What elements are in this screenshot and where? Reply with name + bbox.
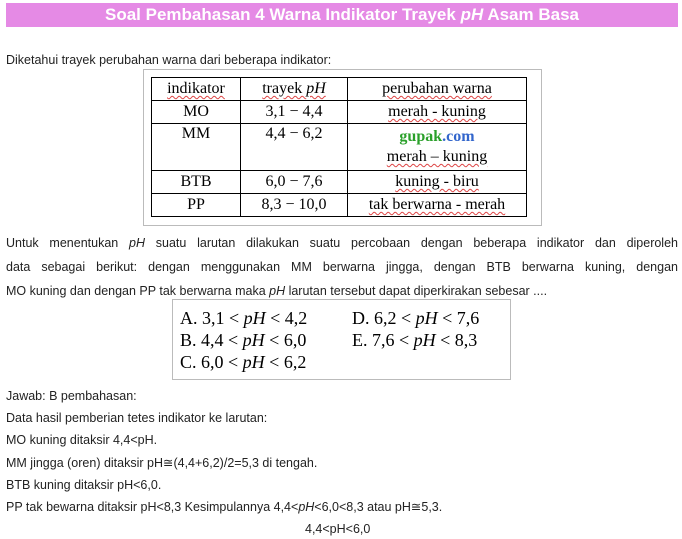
- cell-warna: kuning - biru: [348, 171, 527, 194]
- option-b: B. 4,4 < pH < 6,0: [180, 330, 307, 350]
- options-box: [172, 299, 511, 380]
- page-title: Soal Pembahasan 4 Warna Indikator Trayek pH Asam Basa: [6, 3, 678, 27]
- answer-line-1: Data hasil pemberian tetes indikator ke larutan:: [6, 411, 268, 425]
- header-trayek: trayek pH: [241, 78, 348, 101]
- table-row: [152, 171, 527, 194]
- cell-indikator: MM: [152, 124, 241, 171]
- watermark-logo: gupak.com: [399, 128, 475, 145]
- option-a: A. 3,1 < pH < 4,2: [180, 308, 308, 328]
- option-d: D. 6,2 < pH < 7,6: [352, 308, 480, 328]
- header-indikator: indikator: [152, 78, 241, 101]
- cell-trayek: 8,3 − 10,0: [241, 194, 348, 217]
- cell-trayek: 4,4 − 6,2: [241, 124, 348, 171]
- cell-warna: tak berwarna - merah: [348, 194, 527, 217]
- answer-line-2: MO kuning ditaksir 4,4<pH.: [6, 433, 158, 447]
- answer-heading: Jawab: B pembahasan:: [6, 389, 137, 403]
- cell-trayek: 3,1 − 4,4: [241, 101, 348, 124]
- indicator-table: [151, 77, 527, 217]
- cell-indikator: PP: [152, 194, 241, 217]
- cell-trayek: 6,0 − 7,6: [241, 171, 348, 194]
- question-line-2: data sebagai berikut: dengan menggunakan MM berwarna jingga, dengan BTB berwarna kuning, dengan: [6, 260, 678, 274]
- question-line-1: Untuk menentukan pH suatu larutan dilakukan suatu percobaan dengan beberapa indikator dan diperoleh: [6, 236, 678, 250]
- answer-line-6: 4,4<pH<6,0: [305, 522, 371, 536]
- table-header-row: [152, 78, 527, 101]
- answer-line-5: PP tak bewarna ditaksir pH<8,3 Kesimpulannya 4,4<pH<6,0<8,3 atau pH≅5,3.: [6, 500, 443, 514]
- table-row: [152, 194, 527, 217]
- option-e: E. 7,6 < pH < 8,3: [352, 330, 478, 350]
- cell-warna: merah - kuning: [348, 101, 527, 124]
- indicator-table-image: [143, 69, 542, 226]
- header-perubahan-warna: perubahan warna: [348, 78, 527, 101]
- table-row: [152, 124, 527, 171]
- cell-warna: [348, 124, 527, 171]
- question-line-3: MO kuning dan dengan PP tak berwarna maka pH larutan tersebut dapat diperkirakan sebesar ....: [6, 284, 548, 298]
- cell-indikator: MO: [152, 101, 241, 124]
- question-text: [6, 231, 678, 303]
- table-row: [152, 101, 527, 124]
- cell-warna-text: merah – kuning: [386, 148, 488, 165]
- answer-line-4: BTB kuning ditaksir pH<6,0.: [6, 478, 162, 492]
- cell-indikator: BTB: [152, 171, 241, 194]
- option-c: C. 6,0 < pH < 6,2: [180, 352, 307, 372]
- answer-line-3: MM jingga (oren) ditaksir pH≅(4,4+6,2)/2=5,3 di tengah.: [6, 456, 318, 470]
- intro-text: Diketahui trayek perubahan warna dari beberapa indikator:: [6, 53, 332, 67]
